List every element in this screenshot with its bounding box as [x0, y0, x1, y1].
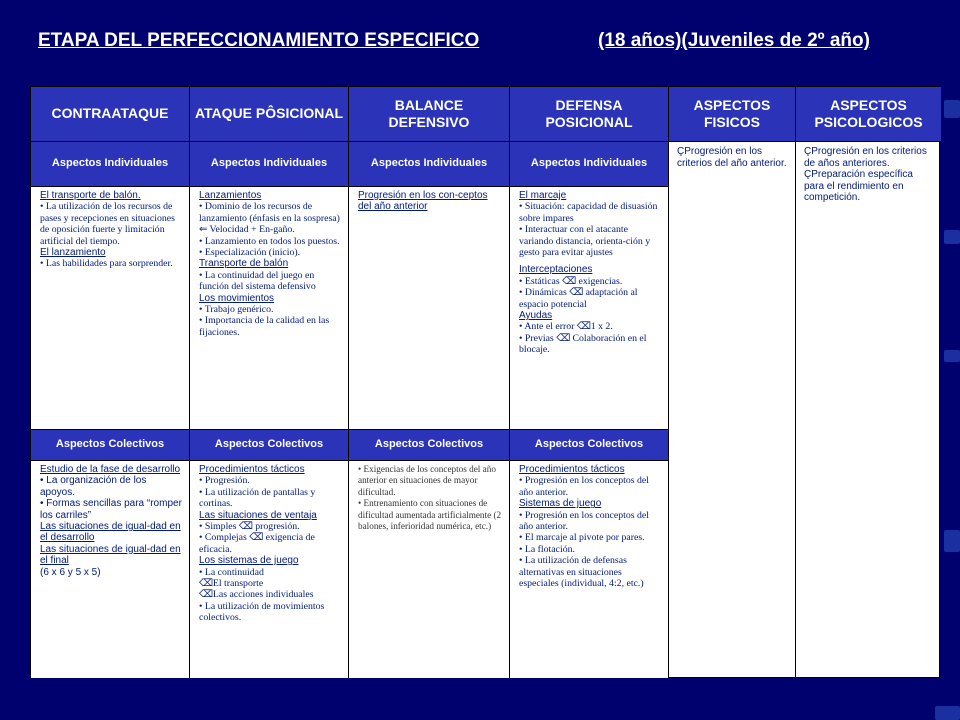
defensa-individual: El marcaje • Situación: capacidad de disuasión sobre impares • Interactuar con el atacante variando distancia, orienta-ción y gesto para evitar ajustes Interceptaciones • Estáticas ⌫ exigencias. • Dinámicas ⌫ adaptación al espacio potencial Ayudas • Ante el error ⌫1 x 2. • Previas ⌫ Colaboración en el blocaje. [510, 187, 669, 430]
page-title: ETAPA DEL PERFECCIONAMIENTO ESPECIFICO [38, 30, 480, 51]
delete-symbol-icon: ⌫ [562, 275, 577, 287]
delete-symbol-icon: ⌫ [199, 578, 213, 590]
bullet-icon: • [358, 464, 362, 474]
subheader-individual: Aspectos Individuales [510, 142, 669, 187]
defensa-colectivo: Procedimientos tácticos • Progresión en los conceptos del año anterior. Sistemas de juego • Progresión en los conceptos del año anterior. • El marcaje al pivote por pares. • La flotación. • La utilización de defensas alternativas en situaciones especiales (individual, 4:2, etc.) [510, 461, 669, 678]
bullet-icon: • [199, 486, 203, 498]
balance-individual: Progresión en los con-ceptos del año anterior [349, 187, 510, 430]
bullet-icon: • [519, 543, 523, 555]
arrow-icon: ⇐ [199, 224, 208, 236]
bullet-icon: • [519, 332, 523, 344]
decorative-stripe [944, 530, 960, 552]
aspectos-psicologicos-content: ÇProgresión en los criterios de años anteriores. ÇPreparación específica para el rendimiento en competición. [804, 146, 927, 203]
header-aspectos-psicologicos: ASPECTOS PSICOLOGICOS [796, 87, 941, 142]
bullet-icon: • [519, 321, 523, 333]
planning-table [30, 86, 940, 678]
page-subtitle: (18 años)(Juveniles de 2º año) [598, 30, 870, 51]
bullet-icon: • [358, 498, 362, 509]
header-contraataque: CONTRAATAQUE [31, 87, 190, 142]
bullet-icon: • [40, 258, 44, 270]
decorative-stripe [944, 230, 960, 244]
check-icon: Ç [804, 146, 812, 157]
aspectos-fisicos-content: ÇProgresión en los criterios del año anterior. [669, 142, 796, 678]
bullet-icon: • [40, 475, 44, 487]
bullet-icon: • [199, 475, 203, 487]
delete-symbol-icon: ⌫ [556, 332, 571, 344]
bullet-icon: • [519, 475, 523, 487]
subheader-colectivos: Aspectos Colectivos [190, 430, 349, 461]
header-balance-defensivo: BALANCE DEFENSIVO [349, 87, 510, 142]
balance-colectivo: • Exigencias de los conceptos del año anterior en situaciones de mayor dificultad. • Entrenamiento con situaciones de dificultad aumentada artificialmente (2 balones, inferioridad numérica, etc.) [349, 461, 510, 678]
contraataque-individual: El transporte de balón. • La utilización de los recursos de pases y recepciones en situaciones de oposición fuerte y limitación artificial del tiempo. El lanzamiento • Las habilidades para sorprender. [31, 187, 190, 430]
subheader-colectivos: Aspectos Colectivos [510, 430, 669, 461]
bullet-icon: • [519, 275, 523, 287]
bullet-icon: • [40, 498, 44, 510]
check-icon: Ç [677, 146, 685, 157]
subheader-individual: Aspectos Individuales [349, 142, 510, 187]
bullet-icon: • [519, 287, 523, 299]
header-ataque-posicional: ATAQUE PÔSICIONAL [190, 87, 349, 142]
check-icon: Ç [804, 169, 812, 180]
subheader-colectivos: Aspectos Colectivos [349, 430, 510, 461]
bullet-icon: • [40, 201, 44, 213]
bullet-icon: • [199, 532, 203, 544]
delete-symbol-icon: ⌫ [249, 532, 264, 544]
delete-symbol-icon: ⌫ [199, 589, 213, 601]
delete-symbol-icon: ⌫ [576, 321, 591, 333]
ataque-individual: Lanzamientos • Dominio de los recursos de lanzamiento (énfasis en la sospresa) ⇐ Velocidad + En-gaño. • Lanzamiento en todos los puestos. • Especialización (inicio). Transporte de balón • La continuidad del juego en función del sistema defensivo Los movimientos • Trabajo genérico. • Importancia de la calidad en las fijaciones. [190, 187, 349, 430]
decorative-stripe [944, 350, 960, 362]
subheader-individual: Aspectos Individuales [190, 142, 349, 187]
bullet-icon: • [519, 224, 523, 236]
delete-symbol-icon: ⌫ [238, 521, 253, 533]
subheader-individual: Aspectos Individuales [31, 142, 190, 187]
contraataque-colectivo: Estudio de la fase de desarrollo • La organización de los apoyos. • Formas sencillas para “romper los carriles” Las situaciones de igual-dad en el desarrollo Las situaciones de igual-dad en el final (6 x 6 y 5 x 5) [31, 461, 190, 678]
bullet-icon: • [519, 201, 523, 213]
subheader-colectivos: Aspectos Colectivos [31, 430, 190, 461]
decorative-stripe [944, 100, 960, 118]
bullet-icon: • [199, 201, 203, 213]
ataque-colectivo: Procedimientos tácticos • Progresión. • La utilización de pantallas y cortinas. Las situaciones de ventaja • Simples ⌫ progresión. • Complejas ⌫ exigencia de eficacia. Los sistemas de juego • La continuidad ⌫El transporte ⌫Las acciones individuales • La utilización de movimientos colectivos. [190, 461, 349, 678]
delete-symbol-icon: ⌫ [569, 287, 584, 299]
bullet-icon: • [519, 509, 523, 521]
bullet-icon: • [199, 315, 203, 327]
bullet-icon: • [199, 521, 203, 533]
bullet-icon: • [199, 600, 203, 612]
bullet-icon: • [199, 269, 203, 281]
decorative-stripe [935, 706, 960, 720]
bullet-icon: • [199, 304, 203, 316]
bullet-icon: • [519, 532, 523, 544]
header-defensa-posicional: DEFENSA POSICIONAL [510, 87, 669, 142]
bullet-icon: • [199, 235, 203, 247]
bullet-icon: • [519, 555, 523, 567]
bullet-icon: • [199, 566, 203, 578]
bullet-icon: • [199, 247, 203, 259]
header-aspectos-fisicos: ASPECTOS FISICOS [669, 87, 796, 142]
